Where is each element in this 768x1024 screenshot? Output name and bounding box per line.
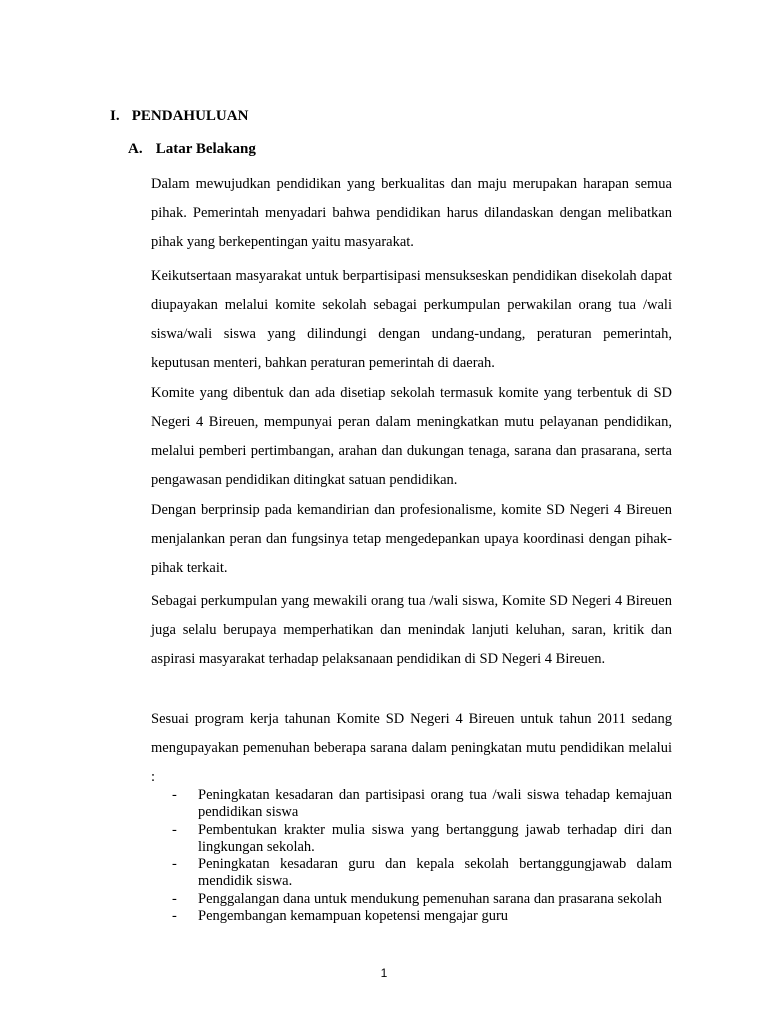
list-item (151, 891, 672, 908)
subsection-heading (128, 139, 256, 159)
section-title: PENDAHULUAN (131, 108, 249, 124)
paragraph-4: Dengan berprinsip pada kemandirian dan profesionalisme, komite SD Negeri 4 Bireuen menjalankan peran dan fungsinya tetap mengedepankan upaya koordinasi dengan pihak-pihak terkait. (151, 502, 672, 576)
paragraph-1: Dalam mewujudkan pendidikan yang berkualitas dan maju merupakan harapan semua pihak. Pemerintah menyadari bahwa pendidikan harus dilandaskan dengan melibatkan pihak yang berkepentingan yaitu masyarakat. (151, 176, 672, 250)
paragraph-5: Sebagai perkumpulan yang mewakili orang tua /wali siswa, Komite SD Negeri 4 Bireuen juga selalu berupaya memperhatikan dan menindak lanjuti keluhan, saran, kritik dan aspirasi masyarakat terhadap pelaksanaan pendidikan di SD Negeri 4 Bireuen. (151, 593, 672, 667)
bullet-marker: - (172, 821, 177, 838)
list-item-text: Peningkatan kesadaran guru dan kepala sekolah bertanggungjawab dalam mendidik siswa. (198, 856, 672, 890)
list-item (151, 908, 672, 925)
bullet-marker: - (172, 856, 177, 873)
subsection-number: A. (128, 141, 143, 157)
section-number: I. (110, 108, 120, 124)
page-number: 1 (380, 966, 388, 980)
bullet-marker: - (172, 908, 177, 925)
bullet-list (151, 787, 672, 925)
bullet-marker: - (172, 787, 177, 803)
list-item-text: Pengembangan kemampuan kopetensi mengajar guru (198, 908, 509, 925)
paragraph-6: Sesuai program kerja tahunan Komite SD Negeri 4 Bireuen untuk tahun 2011 sedang mengupayakan pemenuhan beberapa sarana dalam peningkatan mutu pendidikan melalui : (151, 711, 672, 785)
list-item-text: Peningkatan kesadaran dan partisipasi orang tua /wali siswa tehadap kemajuan pendidikan siswa (198, 787, 672, 821)
list-item (151, 856, 672, 891)
list-item (151, 822, 672, 857)
section-heading (110, 106, 248, 126)
paragraph-3: Komite yang dibentuk dan ada disetiap sekolah termasuk komite yang terbentuk di SD Negeri 4 Bireuen, mempunyai peran dalam meningkatkan mutu pelayanan pendidikan, melalui pemberi pertimbangan, arahan dan dukungan tenaga, sarana dan prasarana, serta pengawasan pendidikan ditingkat satuan pendidikan. (151, 385, 672, 488)
subsection-title: Latar Belakang (155, 141, 256, 157)
list-item-text: Pembentukan krakter mulia siswa yang bertanggung jawab terhadap diri dan lingkungan sekolah. (198, 821, 672, 855)
list-item-text: Penggalangan dana untuk mendukung pemenuhan sarana dan prasarana sekolah (198, 890, 662, 907)
bullet-marker: - (172, 890, 177, 907)
paragraph-2: Keikutsertaan masyarakat untuk berpartisipasi mensukseskan pendidikan disekolah dapat diupayakan melalui komite sekolah sebagai perkumpulan perwakilan orang tua /wali siswa/wali siswa yang dilindungi dengan undang-undang, peraturan pemerintah, keputusan menteri, bahkan peraturan pemerintah di daerah. (151, 268, 672, 371)
list-item (151, 787, 672, 822)
